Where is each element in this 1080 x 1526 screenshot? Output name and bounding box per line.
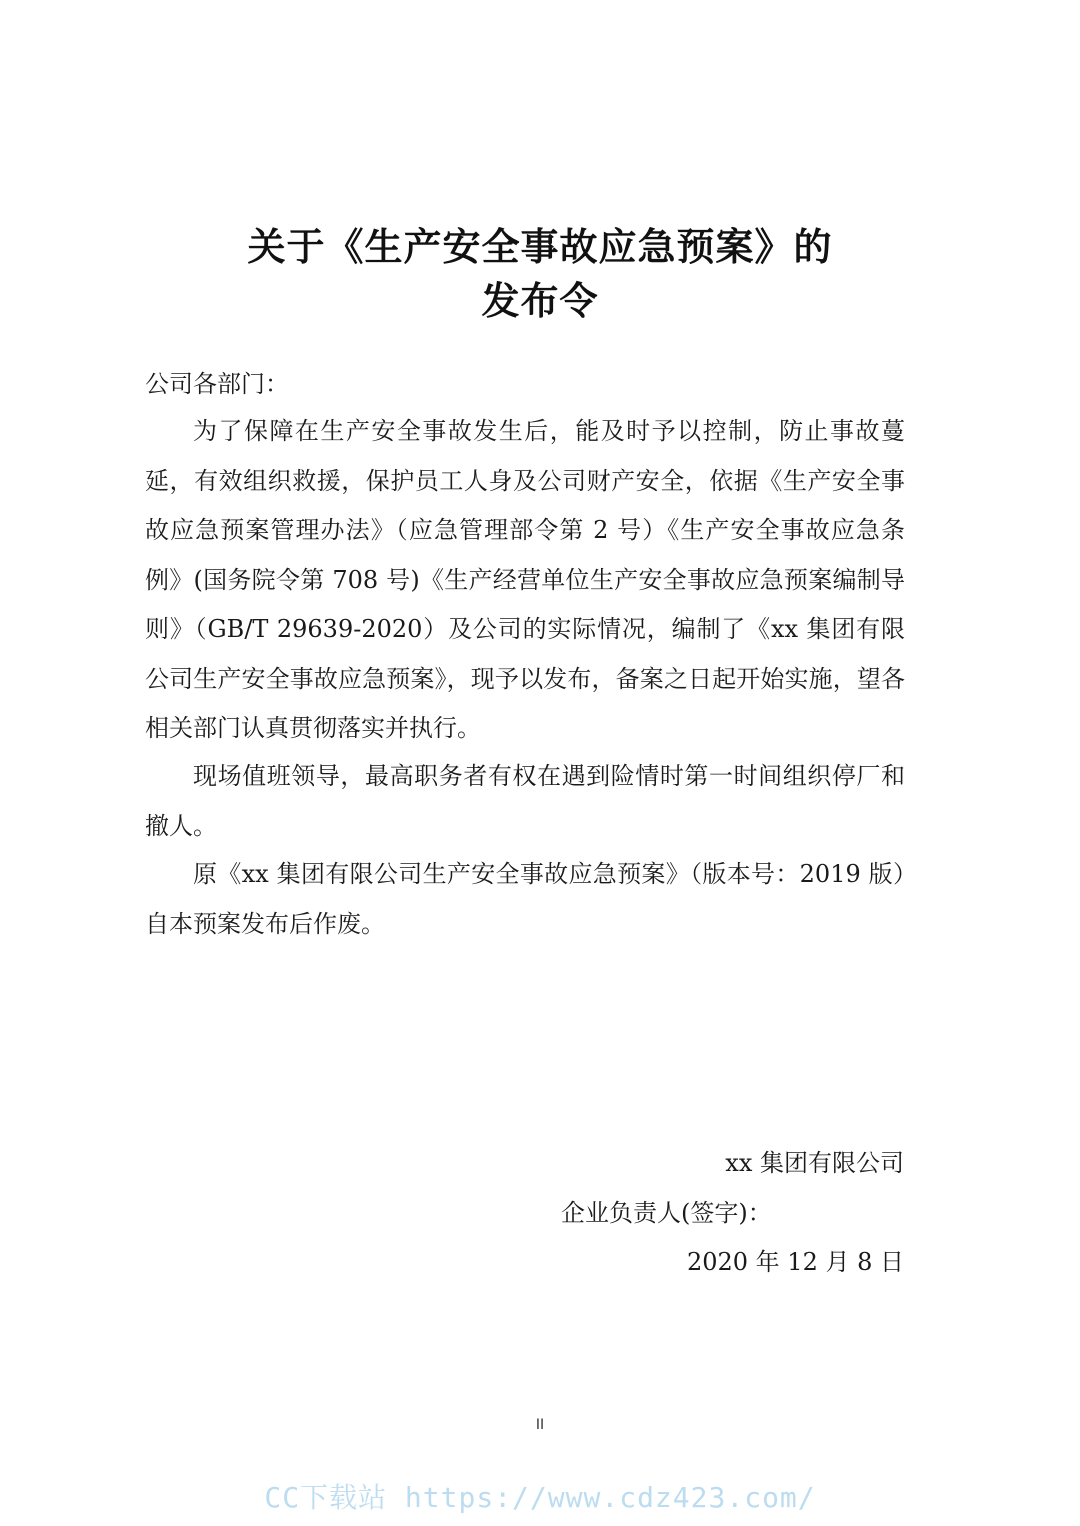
paragraph-purpose: 为了保障在生产安全事故发生后，能及时予以控制，防止事故蔓延，有效组织救援，保护员工人身及公司财产安全，依据《生产安全事故应急预案管理办法》（应急管理部令第 2 号）《生产安全事故应急条例》(国务院令第 708 号)《生产经营单位生产安全事故应急预案编制导则》（GB/T 29639-2020）及公司的实际情况，编制了《xx 集团有限公司生产安全事故应急预案》，现予以发布，备案之日起开始实施，望各相关部门认真贯彻落实并执行。 bbox=[145, 417, 905, 742]
paragraph-duty-leader: 现场值班领导，最高职务者有权在遇到险情时第一时间组织停厂和撤人。 bbox=[145, 762, 905, 840]
page-number: II bbox=[535, 1417, 545, 1433]
paragraph-abolish: 原《xx 集团有限公司生产安全事故应急预案》（版本号：2019 版）自本预案发布后作废。 bbox=[145, 860, 905, 938]
signature-date: 2020 年 12 月 8 日 bbox=[686, 1248, 904, 1276]
document-title-line2: 发布令 bbox=[481, 279, 599, 323]
signature-leader: 企业负责人(签字)： bbox=[561, 1199, 772, 1227]
salutation: 公司各部门： bbox=[145, 370, 289, 398]
site-watermark: CC下载站 https://www.cdz423.com/ bbox=[264, 1481, 816, 1514]
document-title-line1: 关于《生产安全事故应急预案》的 bbox=[247, 225, 833, 269]
signature-company: xx 集团有限公司 bbox=[725, 1149, 904, 1177]
